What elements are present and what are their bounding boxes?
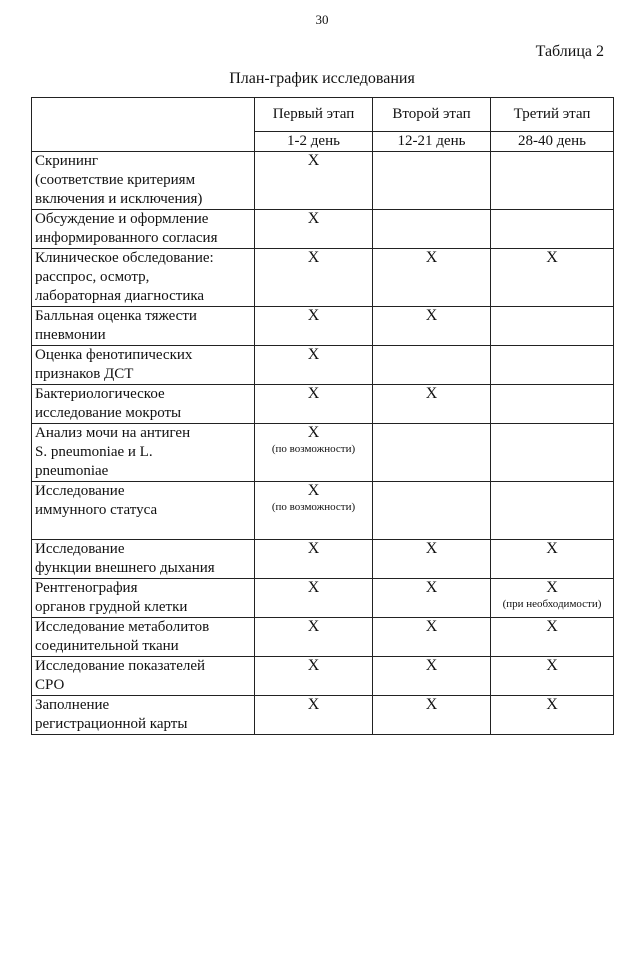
header-stage-3: Третий этап [491, 98, 614, 132]
header-empty-cell [32, 98, 255, 152]
stage-1-cell [255, 424, 373, 482]
mark-x: X [425, 249, 438, 266]
stage-3-cell [491, 579, 614, 618]
stage-3-cell [491, 249, 614, 307]
row-label: Заполнение регистрационной карты [32, 696, 255, 735]
stage-2-cell [373, 618, 491, 657]
row-label: Исследование метаболитов соединительной ткани [32, 618, 255, 657]
mark-x: X [307, 424, 320, 441]
stage-2-cell [373, 346, 491, 385]
stage-1-cell [255, 618, 373, 657]
stage-1-cell [255, 346, 373, 385]
mark-x: X [307, 249, 320, 266]
mark-x: X [307, 346, 320, 363]
stage-1-cell [255, 657, 373, 696]
table-row [32, 307, 614, 346]
table-row [32, 346, 614, 385]
row-label: Исследование функции внешнего дыхания [32, 540, 255, 579]
mark-x: X [307, 657, 320, 674]
mark-x: X [546, 657, 558, 674]
mark-x: X [425, 540, 438, 557]
row-label: Анализ мочи на антиген S. pneumoniae и L. pneumoniae [32, 424, 255, 482]
stage-3-cell [491, 540, 614, 579]
table-row [32, 579, 614, 618]
mark-x: X [425, 385, 438, 402]
table-row [32, 618, 614, 657]
mark-x: X [546, 249, 558, 266]
mark-x: X [425, 657, 438, 674]
stage-3-cell [491, 482, 614, 540]
stage-1-cell [255, 579, 373, 618]
mark-x: X [307, 307, 320, 324]
stage-3-cell [491, 210, 614, 249]
mark-x: X [307, 579, 320, 596]
stage-2-cell [373, 482, 491, 540]
page-number: 30 [315, 12, 329, 27]
header-stage-1: Первый этап [255, 98, 373, 132]
header-days-3: 28-40 день [491, 132, 614, 152]
row-label: Скрининг (соответствие критериям включения и исключения) [32, 152, 255, 210]
mark-x: X [546, 618, 558, 635]
stage-3-cell [491, 696, 614, 735]
stage-2-cell [373, 579, 491, 618]
stage-2-cell [373, 385, 491, 424]
row-label: Оценка фенотипических признаков ДСТ [32, 346, 255, 385]
stage-1-cell [255, 385, 373, 424]
table-row [32, 657, 614, 696]
header-stage-2: Второй этап [373, 98, 491, 132]
mark-x: X [425, 307, 438, 324]
mark-x: X [425, 618, 438, 635]
mark-x: X [307, 152, 320, 169]
table-row [32, 482, 614, 540]
stage-1-cell [255, 540, 373, 579]
cell-note: (при необходимости) [502, 598, 602, 610]
table-row [32, 540, 614, 579]
mark-x: X [307, 540, 320, 557]
stage-3-cell [491, 346, 614, 385]
stage-1-cell [255, 696, 373, 735]
header-days-1: 1-2 день [255, 132, 373, 152]
stage-2-cell [373, 307, 491, 346]
mark-x: X [307, 696, 320, 713]
stage-3-cell [491, 152, 614, 210]
table-row [32, 249, 614, 307]
stage-1-cell [255, 152, 373, 210]
row-label: Клиническое обследование: расспрос, осмотр, лабораторная диагностика [32, 249, 255, 307]
stage-2-cell [373, 210, 491, 249]
mark-x: X [307, 482, 320, 499]
stage-3-cell [491, 657, 614, 696]
table-row [32, 152, 614, 210]
mark-x: X [546, 579, 558, 596]
stage-3-cell [491, 385, 614, 424]
table-row [32, 424, 614, 482]
table-label: Таблица 2 [535, 43, 604, 60]
stage-3-cell [491, 307, 614, 346]
mark-x: X [307, 618, 320, 635]
cell-note: (по возможности) [271, 443, 356, 455]
stage-2-cell [373, 152, 491, 210]
header-row-stages [32, 98, 614, 132]
stage-3-cell [491, 618, 614, 657]
table-row [32, 696, 614, 735]
stage-1-cell [255, 482, 373, 540]
row-label: Бактериологическое исследование мокроты [32, 385, 255, 424]
stage-1-cell [255, 210, 373, 249]
stage-2-cell [373, 657, 491, 696]
table-row [32, 210, 614, 249]
stage-2-cell [373, 540, 491, 579]
stage-2-cell [373, 696, 491, 735]
row-label: Балльная оценка тяжести пневмонии [32, 307, 255, 346]
row-label: Обсуждение и оформление информированного согласия [32, 210, 255, 249]
stage-1-cell [255, 307, 373, 346]
mark-x: X [307, 385, 320, 402]
mark-x: X [307, 210, 320, 227]
stage-2-cell [373, 249, 491, 307]
schedule-table [31, 97, 614, 735]
mark-x: X [546, 540, 558, 557]
row-label: Исследование показателей СРО [32, 657, 255, 696]
header-days-2: 12-21 день [373, 132, 491, 152]
mark-x: X [425, 579, 438, 596]
table-row [32, 385, 614, 424]
stage-3-cell [491, 424, 614, 482]
document-title: План-график исследования [229, 70, 415, 87]
stage-1-cell [255, 249, 373, 307]
mark-x: X [546, 696, 558, 713]
row-label: Рентгенография органов грудной клетки [32, 579, 255, 618]
row-label: Исследование иммунного статуса [32, 482, 255, 540]
mark-x: X [425, 696, 438, 713]
stage-2-cell [373, 424, 491, 482]
cell-note: (по возможности) [271, 501, 356, 513]
